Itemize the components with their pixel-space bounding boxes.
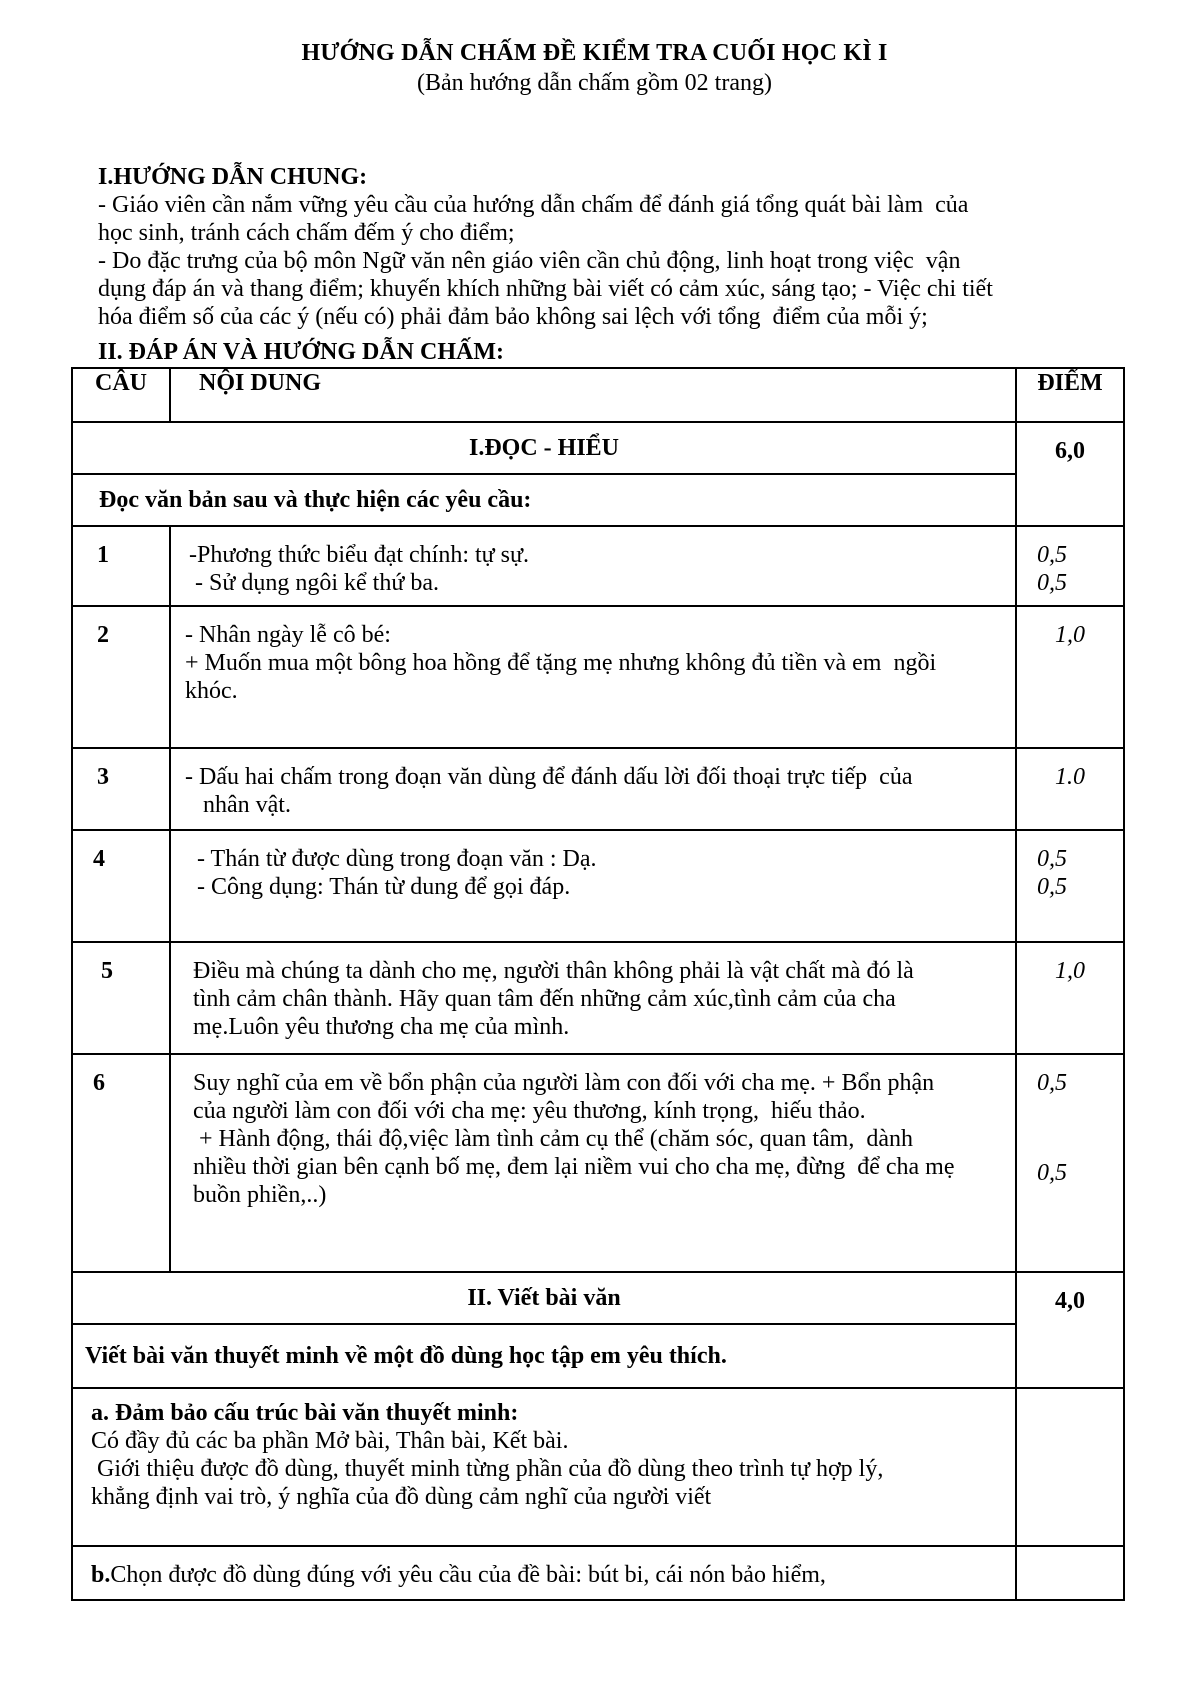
part1-title: I.ĐỌC - HIỂU — [72, 422, 1016, 474]
part2-score: 4,0 — [1016, 1272, 1124, 1388]
answer-table — [71, 367, 1125, 1601]
general-line: - Giáo viên cần nắm vững yêu cầu của hướng dẫn chấm để đánh giá tổng quát bài làm của — [98, 192, 969, 218]
document-title: HƯỚNG DẪN CHẤM ĐỀ KIỂM TRA CUỐI HỌC KÌ I — [301, 40, 888, 66]
score-value: 1,0 — [1055, 622, 1085, 648]
table-row — [72, 526, 1124, 606]
answer-score — [1016, 606, 1124, 748]
part2-title-row — [72, 1272, 1124, 1324]
answer-score — [1016, 830, 1124, 942]
part1-intro-row — [72, 474, 1124, 526]
answer-line: -Phương thức biểu đạt chính: tự sự. — [189, 542, 530, 568]
answer-score — [1016, 942, 1124, 1054]
question-number: 4 — [72, 830, 170, 942]
part1-intro: Đọc văn bản sau và thực hiện các yêu cầu: — [72, 474, 1016, 526]
part1-score: 6,0 — [1016, 422, 1124, 526]
part2-b-label: b. — [91, 1562, 111, 1588]
general-guidance — [98, 163, 1098, 331]
general-heading: I.HƯỚNG DẪN CHUNG: — [98, 164, 368, 190]
part2-a-content — [72, 1388, 1016, 1546]
score-value: 0,5 — [1037, 1160, 1067, 1186]
part2-intro: Viết bài văn thuyết minh về một đồ dùng học tập em yêu thích. — [72, 1324, 1016, 1388]
answer-line: buồn phiền,..) — [193, 1182, 327, 1208]
table-header-row — [72, 368, 1124, 422]
header-diem: ĐIỂM — [1016, 368, 1124, 422]
score-value: 0,5 — [1037, 1070, 1067, 1096]
score-value: 0,5 — [1037, 846, 1067, 872]
answer-content — [170, 748, 1016, 830]
general-line: dụng đáp án và thang điểm; khuyến khích những bài viết có cảm xúc, sáng tạo; - Việc chi tiết — [98, 276, 993, 302]
part2-b-text: Chọn được đồ dùng đúng với yêu cầu của đề bài: bút bi, cái nón bảo hiểm, — [110, 1562, 826, 1588]
answer-line: Có đầy đủ các ba phần Mở bài, Thân bài, Kết bài. — [91, 1428, 569, 1454]
answer-content — [170, 606, 1016, 748]
answer-line: + Muốn mua một bông hoa hồng để tặng mẹ nhưng không đủ tiền và em ngồi — [185, 650, 937, 676]
question-number: 3 — [72, 748, 170, 830]
score-value: 1.0 — [1055, 764, 1085, 790]
answer-line: Suy nghĩ của em về bổn phận của người làm con đối với cha mẹ. + Bổn phận — [193, 1070, 935, 1096]
answer-line: - Sử dụng ngôi kể thứ ba. — [189, 570, 439, 596]
question-number: 1 — [72, 526, 170, 606]
answer-line: - Nhân ngày lễ cô bé: — [185, 622, 391, 648]
table-row — [72, 830, 1124, 942]
general-line: - Do đặc trưng của bộ môn Ngữ văn nên giáo viên cần chủ động, linh hoạt trong việc vận — [98, 248, 961, 274]
table-row — [72, 748, 1124, 830]
answer-score — [1016, 526, 1124, 606]
part2-intro-row — [72, 1324, 1124, 1388]
answer-line: của người làm con đối với cha mẹ: yêu thương, kính trọng, hiếu thảo. — [193, 1098, 866, 1124]
score-value: 0,5 — [1037, 542, 1067, 568]
answer-section-heading: II. ĐÁP ÁN VÀ HƯỚNG DẪN CHẤM: — [98, 339, 504, 365]
part2-title: II. Viết bài văn — [72, 1272, 1016, 1324]
answer-score — [1016, 1054, 1124, 1272]
answer-line: + Hành động, thái độ,việc làm tình cảm cụ thể (chăm sóc, quan tâm, dành — [193, 1126, 913, 1152]
question-number: 6 — [72, 1054, 170, 1272]
answer-line: mẹ.Luôn yêu thương cha mẹ của mình. — [193, 1014, 570, 1040]
part1-title-row — [72, 422, 1124, 474]
general-line: hóa điểm số của các ý (nếu có) phải đảm bảo không sai lệch với tổng điểm của mỗi ý; — [98, 304, 928, 330]
answer-line: khẳng định vai trò, ý nghĩa của đồ dùng cảm nghĩ của người viết — [91, 1484, 712, 1510]
question-number: 2 — [72, 606, 170, 748]
answer-content — [170, 830, 1016, 942]
answer-line: tình cảm chân thành. Hãy quan tâm đến những cảm xúc,tình cảm của cha — [193, 986, 896, 1012]
answer-line: khóc. — [185, 678, 238, 704]
empty-score-cell — [1016, 1546, 1124, 1600]
answer-content — [170, 1054, 1016, 1272]
table-row — [72, 942, 1124, 1054]
score-value: 0,5 — [1037, 874, 1067, 900]
answer-content — [170, 942, 1016, 1054]
answer-score — [1016, 748, 1124, 830]
general-line: học sinh, tránh cách chấm đếm ý cho điểm; — [98, 220, 515, 246]
table-row — [72, 1546, 1124, 1600]
part2-a-heading: a. Đảm bảo cấu trúc bài văn thuyết minh: — [91, 1400, 519, 1426]
table-row — [72, 1388, 1124, 1546]
answer-line: Điều mà chúng ta dành cho mẹ, người thân không phải là vật chất mà đó là — [193, 958, 914, 984]
table-row — [72, 606, 1124, 748]
question-number: 5 — [72, 942, 170, 1054]
score-value: 0,5 — [1037, 570, 1067, 596]
header-cau: CÂU — [72, 368, 170, 422]
answer-line: Giới thiệu được đồ dùng, thuyết minh từng phần của đồ dùng theo trình tự hợp lý, — [91, 1456, 884, 1482]
answer-content — [170, 526, 1016, 606]
part2-b-content — [72, 1546, 1016, 1600]
header-noidung: NỘI DUNG — [170, 368, 1016, 422]
document-subtitle: (Bản hướng dẫn chấm gồm 02 trang) — [417, 70, 772, 96]
answer-line: - Công dụng: Thán từ dung để gọi đáp. — [185, 874, 571, 900]
score-value: 1,0 — [1055, 958, 1085, 984]
answer-line: - Thán từ được dùng trong đoạn văn : Dạ. — [185, 846, 597, 872]
answer-line: nhân vật. — [185, 792, 291, 818]
empty-score-cell — [1016, 1388, 1124, 1546]
answer-line: - Dấu hai chấm trong đoạn văn dùng để đánh dấu lời đối thoại trực tiếp của — [185, 764, 913, 790]
answer-line: nhiều thời gian bên cạnh bố mẹ, đem lại niềm vui cho cha mẹ, đừng để cha mẹ — [193, 1154, 955, 1180]
table-row — [72, 1054, 1124, 1272]
